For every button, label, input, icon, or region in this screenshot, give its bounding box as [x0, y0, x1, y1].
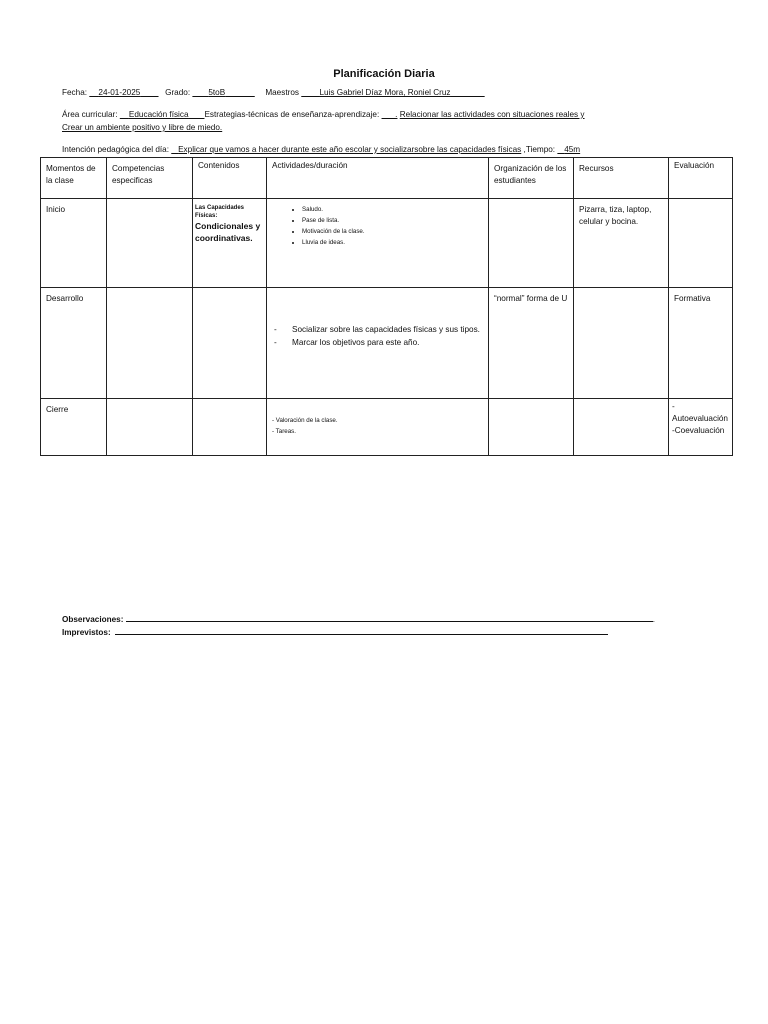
cell-recursos-cierre — [574, 399, 669, 456]
cierre-actividad-1: - Valoración de la clase. — [272, 417, 338, 424]
cell-evaluacion-inicio — [669, 199, 733, 288]
observaciones-blank — [126, 613, 653, 622]
cell-evaluacion-desarrollo: Formativa — [669, 288, 733, 399]
contenido-body: Condicionales y coordinativas. — [195, 221, 261, 243]
tiempo-value: 45m — [564, 145, 581, 154]
table-row-desarrollo — [41, 288, 733, 399]
document-title: Planificación Diaria — [333, 68, 435, 80]
cell-contenidos-desarrollo — [193, 288, 267, 399]
maestros-label: Maestros — [265, 88, 299, 97]
cell-actividades-cierre — [267, 399, 489, 456]
cierre-actividad-2: - Tareas. — [272, 427, 296, 435]
observaciones-label: Observaciones: — [62, 615, 124, 624]
area-label: Área curricular: — [62, 110, 118, 119]
tiempo-label: Tiempo: — [525, 145, 556, 154]
estrategias-label: Estrategias-técnicas de enseñanza-aprendizaje: — [204, 110, 380, 119]
list-item: • Motivación de la clase. — [302, 226, 483, 237]
cell-evaluacion-cierre — [669, 399, 733, 456]
contenido-title: Las Capacidades Físicas: — [195, 205, 245, 219]
list-item: • Pase de lista. — [302, 215, 483, 226]
table-row-inicio — [41, 199, 733, 288]
fecha-label: Fecha: — [62, 88, 88, 97]
header-organizacion: Organización de los estudiantes — [489, 158, 574, 199]
cell-organizacion-desarrollo: “normal” forma de U — [489, 288, 574, 399]
cell-momento-cierre: Cierre — [41, 399, 107, 456]
planning-table — [40, 157, 733, 456]
cell-organizacion-inicio — [489, 199, 574, 288]
header-momentos: Momentos de la clase — [41, 158, 107, 199]
cierre-evaluacion-2: -Coevaluación — [672, 426, 725, 435]
header-contenidos: Contenidos — [193, 158, 267, 199]
cell-competencias-cierre — [107, 399, 193, 456]
cell-actividades-desarrollo — [267, 288, 489, 399]
intencion-value: Explicar que vamos a hacer durante este año escolar y socializarsobre las capacidades físicas — [178, 145, 522, 154]
header-recursos: Recursos — [574, 158, 669, 199]
header-line-4: Intención pedagógica del día: Explicar que vamos a hacer durante este año escolar y socializarsobre las capacidades físicas ,Tiempo: 45m — [62, 145, 581, 154]
cell-contenidos-inicio — [193, 199, 267, 288]
observaciones-line: Observaciones: . — [62, 615, 655, 624]
list-item: - Marcar los objetivos para este año. — [272, 336, 483, 349]
imprevistos-blank — [115, 626, 608, 635]
maestros-value: Luis Gabriel Díaz Mora, Roniel Cruz — [319, 88, 451, 97]
actividades-inicio-list — [272, 204, 483, 248]
list-item: • Saludo. — [302, 204, 483, 215]
actividades-desarrollo-list — [272, 323, 483, 349]
imprevistos-line — [62, 626, 608, 637]
cell-actividades-inicio — [267, 199, 489, 288]
cell-recursos-inicio: Pizarra, tiza, laptop, celular y bocina. — [574, 199, 669, 288]
header-line-2: Área curricular: Educación física Estrategias-técnicas de enseñanza-aprendizaje: . Relacionar las actividades con situaciones reales y — [62, 110, 585, 119]
intencion-label: Intención pedagógica del día: — [62, 145, 169, 154]
cell-competencias-inicio — [107, 199, 193, 288]
imprevistos-label: Imprevistos: — [62, 628, 111, 637]
area-value: Educación física — [128, 110, 189, 119]
cell-recursos-desarrollo — [574, 288, 669, 399]
table-row-cierre — [41, 399, 733, 456]
estrategias-value: Relacionar las actividades con situaciones reales y — [399, 110, 585, 119]
list-item: • Lluvia de ideas. — [302, 237, 483, 248]
grado-label: Grado: — [165, 88, 191, 97]
cell-contenidos-cierre — [193, 399, 267, 456]
header-actividades: Actividades/duración — [267, 158, 489, 199]
cell-organizacion-cierre — [489, 399, 574, 456]
cell-momento-desarrollo: Desarrollo — [41, 288, 107, 399]
header-competencias: Competencias especificas — [107, 158, 193, 199]
table-header-row — [41, 158, 733, 199]
cell-momento-inicio: Inicio — [41, 199, 107, 288]
fecha-value: 24-01-2025 — [98, 88, 141, 97]
cell-competencias-desarrollo — [107, 288, 193, 399]
grado-value: 5toB — [208, 88, 226, 97]
list-item: - Socializar sobre las capacidades físicas y sus tipos. — [272, 323, 483, 336]
cierre-evaluacion-1: -Autoevaluación — [672, 402, 728, 423]
header-line-1 — [62, 87, 485, 98]
header-evaluacion: Evaluación — [669, 158, 733, 199]
estrategias-value-2: Crear un ambiente positivo y libre de miedo. — [62, 123, 223, 132]
